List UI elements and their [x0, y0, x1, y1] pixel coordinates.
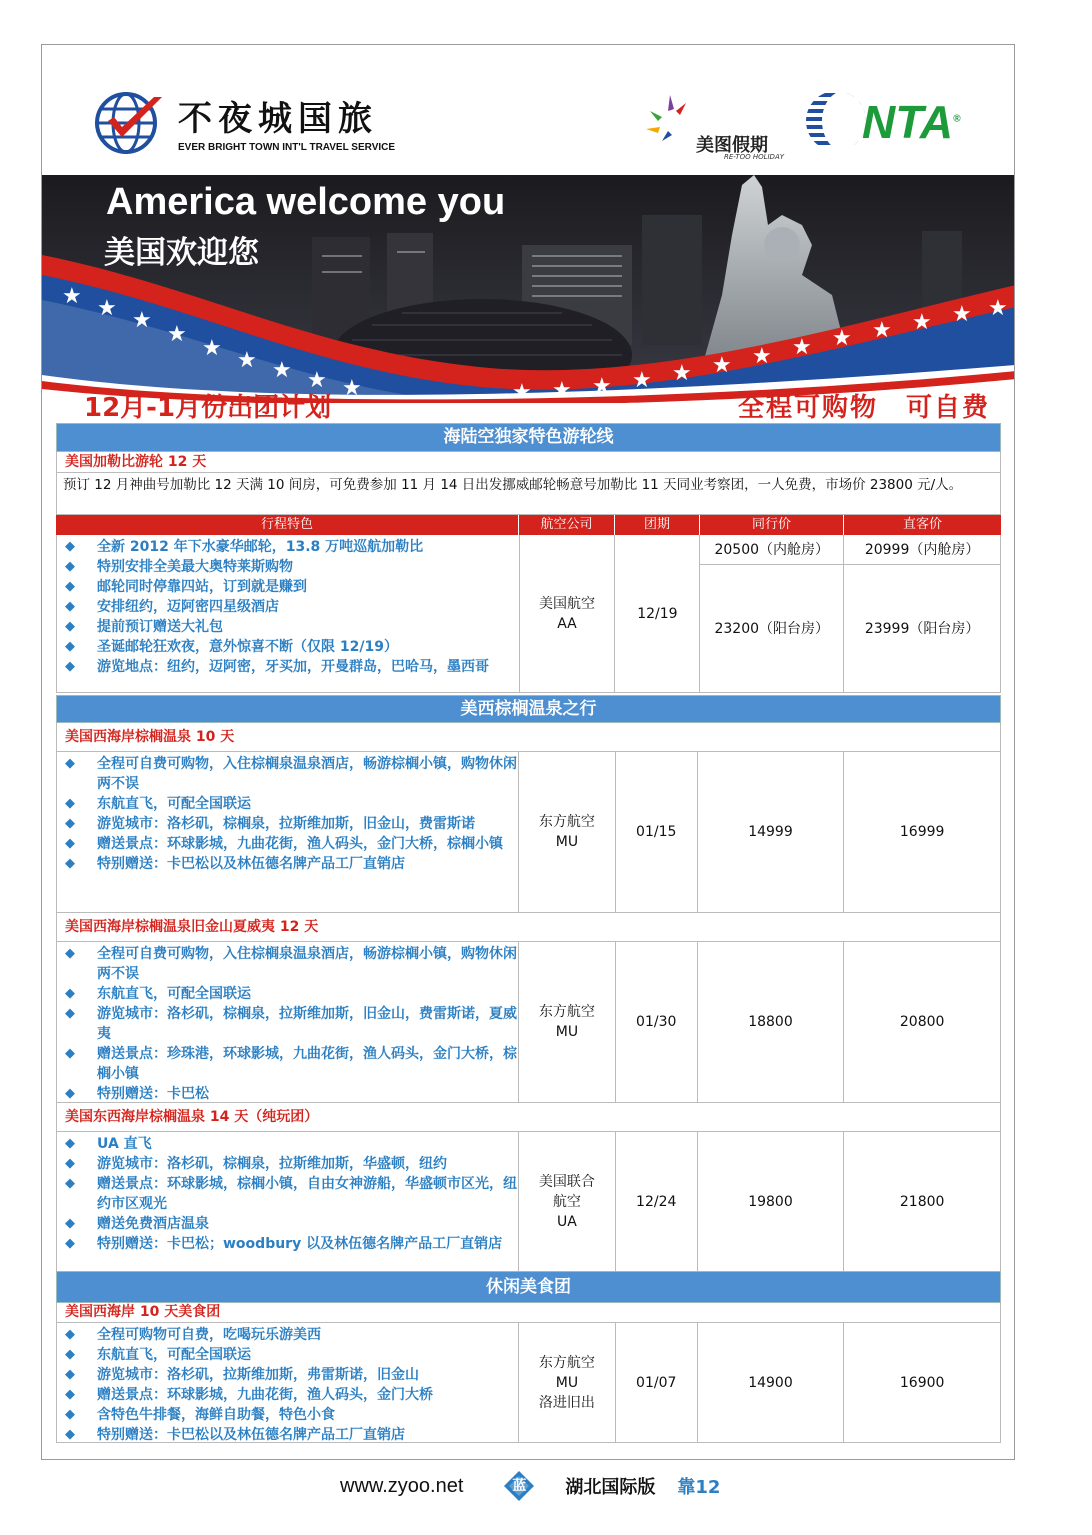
date-cell: 01/15: [616, 752, 698, 913]
feature-item: ◆ 全程可自费可购物，入住棕榈泉温泉酒店，畅游棕榈小镇，购物休闲两不误: [63, 754, 518, 794]
feature-list: [57, 535, 519, 677]
section-title: 休闲美食团: [56, 1271, 1001, 1303]
airline-cell: [520, 535, 616, 693]
svg-text:★: ★: [202, 336, 222, 361]
retail-price-cell: 20800: [844, 942, 1001, 1103]
feature-item: ◆ 赠送景点：环球影城，九曲花街，渔人码头，金门大桥: [63, 1385, 518, 1405]
route-note: 洛进旧出: [538, 1394, 595, 1411]
route-title: 美国西海岸 10 天美食团: [56, 1303, 1001, 1323]
feature-item: ◆ 游览城市：洛杉矶，棕榈泉，拉斯维加斯，旧金山，费雷斯诺: [63, 814, 518, 834]
feature-item: ◆ 邮轮同时停靠四站，订到就是赚到: [63, 577, 519, 597]
features-cell: [57, 942, 519, 1103]
svg-text:★: ★: [872, 318, 892, 343]
feature-item: ◆ 圣诞邮轮狂欢夜，意外惊喜不断（仅限 12/19）: [63, 637, 519, 657]
svg-text:★: ★: [632, 368, 652, 393]
retail-price-balcony: 23999（阳台房）: [864, 620, 980, 637]
svg-text:★: ★: [62, 284, 82, 309]
airline-name: 东方航空: [538, 1004, 595, 1020]
svg-text:★: ★: [592, 374, 612, 399]
feature-item: ◆ 含特色牛排餐，海鲜自助餐，特色小食: [63, 1405, 518, 1425]
feature-item: ◆ 东航直飞，可配全国联运: [63, 794, 518, 814]
feature-item: ◆ 特别安排全美最大奥特莱斯购物: [63, 557, 519, 577]
badge-text: 蓝: [512, 1478, 527, 1494]
airline-cell: [519, 1323, 616, 1443]
page-number: 靠12: [677, 1477, 721, 1498]
feature-item: ◆ 提前预订赠送大礼包: [63, 617, 519, 637]
feature-list: [57, 942, 518, 1104]
airline-name: 美国航空: [538, 595, 595, 612]
svg-text:★: ★: [672, 361, 692, 386]
nta-registered-mark: ®: [953, 113, 961, 125]
nta-globe-logo: [804, 89, 868, 153]
trade-price-cell: 14999: [698, 752, 845, 913]
airline-cell: [519, 942, 616, 1103]
retail-price-cell: 16900: [844, 1323, 1001, 1443]
feature-item: ◆ 全程可自费可购物，入住棕榈泉温泉酒店，畅游棕榈小镇，购物休闲两不误: [63, 944, 518, 984]
shopping-note: 全程可购物 可自费: [737, 393, 990, 423]
trade-price-cell: [700, 535, 844, 693]
svg-text:★: ★: [792, 335, 812, 360]
trade-price-inside: 20500（内舱房）: [700, 535, 843, 565]
airline-name-2: 航空: [552, 1193, 581, 1210]
col-retail-price: 直客价: [902, 517, 942, 532]
trade-price-balcony: 23200（阳台房）: [714, 620, 830, 637]
feature-item: ◆ 游览城市：洛杉矶，棕榈泉，拉斯维加斯，旧金山，费雷斯诺，夏威夷: [63, 1004, 518, 1044]
route-title: 美国西海岸棕榈温泉 10 天: [56, 723, 1001, 752]
feature-item: ◆ 赠送景点：珍珠港，环球影城，九曲花街，渔人码头，金门大桥，棕榈小镇: [63, 1044, 518, 1084]
retail-price-cell: [844, 535, 1001, 693]
banner-title-cn: 美国欢迎您: [104, 235, 259, 270]
table-row: [56, 942, 1001, 1103]
feature-item: ◆ 游览地点：纽约，迈阿密，牙买加，开曼群岛，巴哈马，墨西哥: [63, 657, 519, 677]
column-header-row: [56, 515, 1001, 535]
svg-text:★: ★: [97, 296, 117, 321]
airline-code: MU: [555, 834, 579, 850]
feature-item: ◆ 全新 2012 年下水豪华邮轮，13.8 万吨巡航加勒比: [63, 537, 519, 557]
route-title: 美国西海岸棕榈温泉旧金山夏威夷 12 天: [56, 913, 1001, 942]
svg-text:★: ★: [167, 322, 187, 347]
route-title: 美国加勒比游轮 12 天: [56, 452, 1001, 473]
feature-item: ◆ 游览城市：洛杉矶，棕榈泉，拉斯维加斯，华盛顿，纽约: [63, 1154, 518, 1174]
page-footer: [340, 1470, 720, 1502]
meitu-star-logo: [640, 91, 700, 151]
schedule-title: 12月-1月份出团计划: [84, 393, 332, 423]
svg-text:★: ★: [307, 368, 327, 393]
feature-item: ◆ 东航直飞，可配全国联运: [63, 984, 518, 1004]
feature-item: ◆ 特别赠送：卡巴松以及林伍德名牌产品工厂直销店: [63, 854, 518, 874]
feature-list: [57, 1132, 518, 1254]
edition-label: 湖北国际版: [565, 1477, 656, 1498]
svg-text:★: ★: [712, 353, 732, 378]
feature-item: ◆ UA 直飞: [63, 1134, 518, 1154]
col-date: 团期: [615, 515, 700, 535]
table-row: [56, 1323, 1001, 1443]
feature-item: ◆ 特别赠送：卡巴松；woodbury 以及林伍德名牌产品工厂直销店: [63, 1234, 518, 1254]
route-title: 美国东西海岸棕榈温泉 14 天（纯玩团）: [56, 1103, 1001, 1132]
feature-item: ◆ 特别赠送：卡巴松以及林伍德名牌产品工厂直销店: [63, 1425, 518, 1445]
svg-text:★: ★: [552, 378, 572, 403]
feature-item: ◆ 安排纽约，迈阿密四星级酒店: [63, 597, 519, 617]
features-cell: [57, 535, 520, 693]
svg-text:★: ★: [272, 358, 292, 383]
feature-item: ◆ 东航直飞，可配全国联运: [63, 1345, 518, 1365]
globe-check-logo: [94, 87, 164, 157]
date-cell: 12/24: [616, 1132, 698, 1272]
retail-price-cell: 16999: [844, 752, 1001, 913]
section-food-tour: [56, 1271, 1001, 1443]
nta-logo: [804, 89, 974, 153]
feature-item: ◆ 特别赠送：卡巴松: [63, 1084, 518, 1104]
svg-text:★: ★: [342, 376, 362, 401]
meitu-name-en: RE-TOO HOLIDAY: [724, 153, 785, 161]
table-row: [56, 752, 1001, 913]
airline-name: 东方航空: [538, 1354, 595, 1371]
airline-cell: [519, 752, 616, 913]
meitu-holiday-logo: [640, 91, 790, 161]
banner-title-en: America welcome you: [106, 181, 506, 223]
trade-price-cell: 19800: [698, 1132, 845, 1272]
hero-banner: [42, 175, 1015, 403]
nta-wordmark: [862, 95, 961, 149]
table-row: [56, 1132, 1001, 1272]
section-palm-springs: [56, 695, 1001, 1272]
feature-item: ◆ 赠送景点：环球影城，棕榈小镇，自由女神游船，华盛顿市区光，纽约市区观光: [63, 1174, 518, 1214]
airline-code: AA: [557, 615, 577, 632]
svg-text:★: ★: [952, 302, 972, 327]
feature-item: ◆ 游览城市：洛杉矶，拉斯维加斯，弗雷斯诺，旧金山: [63, 1365, 518, 1385]
ever-bright-logo: [94, 87, 395, 157]
airline-name: 美国联合: [538, 1173, 595, 1190]
section-cruise: [56, 423, 1001, 693]
svg-text:★: ★: [912, 310, 932, 335]
col-trade-price: 同行价: [700, 515, 844, 535]
trade-price-cell: 18800: [698, 942, 845, 1103]
feature-item: ◆ 赠送免费酒店温泉: [63, 1214, 518, 1234]
airline-code: UA: [556, 1213, 577, 1230]
feature-item: ◆ 赠送景点：环球影城，九曲花街，渔人码头，金门大桥，棕榈小镇: [63, 834, 518, 854]
svg-text:★: ★: [752, 344, 772, 369]
svg-text:★: ★: [132, 308, 152, 333]
meitu-name-cn: 美图假期: [696, 135, 768, 156]
blue-diamond-badge-icon: [503, 1470, 535, 1502]
date-cell: 12/19: [615, 535, 700, 693]
retail-price-inside: 20999（内舱房）: [844, 535, 1000, 565]
col-features: 行程特色: [56, 515, 519, 535]
svg-text:★: ★: [512, 380, 532, 403]
nta-text: NTA: [862, 96, 954, 148]
route-note: 预订 12 月神曲号加勒比 12 天满 10 间房，可免费参加 11 月 14 日出发挪威邮轮畅意号加勒比 11 天同业考察团，一人免费，市场价 23800 元/人。: [56, 473, 1001, 515]
website-link[interactable]: www.zyoo.net: [340, 1474, 464, 1497]
feature-list: [57, 752, 518, 874]
section-title: 海陆空独家特色游轮线: [56, 423, 1001, 452]
airline-code: MU: [555, 1024, 579, 1040]
features-cell: [57, 1323, 519, 1443]
retail-price-cell: 21800: [844, 1132, 1001, 1272]
brochure-page: [41, 44, 1015, 1460]
feature-item: ◆ 全程可购物可自费，吃喝玩乐游美西: [63, 1325, 518, 1345]
brand-name-cn: 不夜城国旅: [178, 99, 378, 139]
airline-code: MU: [555, 1374, 579, 1391]
brand-name-en: EVER BRIGHT TOWN INT'L TRAVEL SERVICE: [178, 142, 396, 153]
svg-text:★: ★: [832, 326, 852, 351]
trade-price-cell: 14900: [698, 1323, 845, 1443]
date-cell: 01/07: [616, 1323, 698, 1443]
date-cell: 01/30: [616, 942, 698, 1103]
section-title: 美西棕榈温泉之行: [56, 695, 1001, 723]
table-row: [56, 535, 1001, 693]
col-airline: 航空公司: [519, 515, 615, 535]
airline-cell: [519, 1132, 616, 1272]
airline-name: 东方航空: [538, 814, 595, 830]
feature-list: [57, 1323, 518, 1445]
svg-text:★: ★: [988, 296, 1008, 321]
features-cell: [57, 752, 519, 913]
features-cell: [57, 1132, 519, 1272]
svg-text:★: ★: [237, 348, 257, 373]
